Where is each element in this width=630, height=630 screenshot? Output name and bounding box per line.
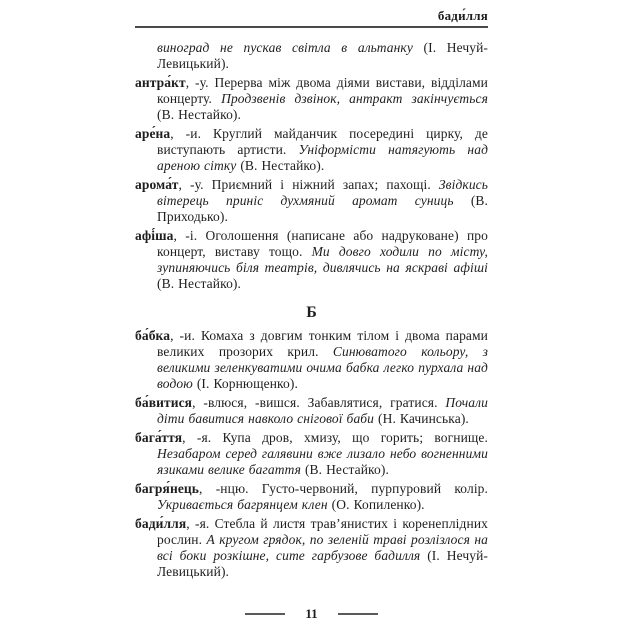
entry-text: , -у. Перерва між двома діями вистави, відділами концерту.	[157, 75, 488, 106]
entry-example: Незабаром серед галявини вже лизало небо вогненними язиками велике багаття	[157, 446, 488, 477]
footer-rule-right	[338, 613, 378, 615]
header-rule	[135, 26, 488, 28]
entry-example: Синюватого кольору, з великими зеленкуватими очима бабка легко пурхала над водою	[157, 344, 488, 391]
entry-headword: антра́кт	[135, 75, 186, 90]
entry-text: , -влюся, -вишся. Забавлятися, гратися.	[192, 395, 446, 410]
entry-text: , -я. Купа дров, хмизу, що горить; вогнище.	[182, 430, 488, 445]
entry-continuation	[135, 40, 488, 72]
entry-headword: аре́на	[135, 126, 171, 141]
entry-text: , -и. Комаха з довгим тонким тілом і двома парами великих прозорих крил.	[157, 328, 488, 359]
entry-text: , -у. Приємний і ніжний запах; пахощі.	[178, 177, 439, 192]
entry-example: виноград не пускав світла в альтанку	[157, 40, 424, 55]
entry-text: , -нцю. Густо-червоний, пурпуровий колір.	[199, 481, 488, 496]
dictionary-entry	[135, 481, 488, 513]
running-head: бади́лля	[437, 8, 488, 23]
dictionary-entry	[135, 177, 488, 225]
dictionary-entry	[135, 516, 488, 580]
entry-text: (О. Копиленко).	[331, 497, 425, 512]
entry-text: , -я. Стебла й листя трав’янистих і коренеплідних рослин.	[157, 516, 488, 547]
entry-example: Почали діти бавитися навколо снігової баби	[157, 395, 488, 426]
dictionary-entry	[135, 75, 488, 123]
dictionary-entry	[135, 126, 488, 174]
entry-text: (І. Корнющенко).	[196, 376, 298, 391]
entry-text: , -і. Оголошення (написане або надруковане) про концерт, виставу тощо.	[157, 228, 488, 259]
dictionary-entry	[135, 328, 488, 392]
page-number: 11	[305, 606, 318, 621]
dictionary-entry	[135, 395, 488, 427]
section-letter: Б	[306, 304, 317, 321]
entry-headword: бади́лля	[135, 516, 187, 531]
entry-example: Продзвенів дзвінок, антракт закінчується	[221, 91, 488, 106]
entry-example: А кругом грядок, по зеленій траві розлізлося на всі боки розкішне, сите гарбузове бадилля	[157, 532, 488, 563]
entry-example: Звідкись вітерець приніс духмяний аромат суниць	[157, 177, 488, 208]
entry-text: (В. Нестайко).	[157, 107, 241, 122]
entry-headword: арома́т	[135, 177, 179, 192]
entry-text: (В. Нестайко).	[157, 276, 241, 291]
dictionary-entry	[135, 228, 488, 292]
entry-headword: ба́витися	[135, 395, 193, 410]
entry-text: (В. Нестайко).	[304, 462, 389, 477]
entry-text: (І. Нечуй-Левицький).	[157, 548, 488, 579]
text-column	[135, 9, 488, 583]
footer-rule-left	[245, 613, 285, 615]
entry-text: (В. Приходько).	[157, 193, 488, 224]
dictionary-entry	[135, 430, 488, 478]
entry-example: Ми довго ходили по місту, зупиняючись біля театрів, дивлячись на яскраві афіші	[157, 244, 488, 275]
page-footer	[135, 606, 488, 622]
entry-text: , -и. Круглий майданчик посередині цирку, де виступають артисти.	[157, 126, 488, 157]
entry-example: Уніформісти натягують над ареною сітку	[157, 142, 488, 173]
entry-headword: багря́нець	[135, 481, 200, 496]
entry-text: (І. Нечуй-Левицький).	[157, 40, 489, 71]
entry-text: (В. Нестайко).	[240, 158, 325, 173]
entry-headword: бага́ття	[135, 430, 183, 445]
entries-content	[135, 40, 488, 580]
entry-headword: ба́бка	[135, 328, 171, 343]
entry-example: Укривається багрянцем клен	[157, 497, 332, 512]
entry-headword: афі́ша	[135, 228, 174, 243]
entry-text: (Н. Качинська).	[378, 411, 469, 426]
